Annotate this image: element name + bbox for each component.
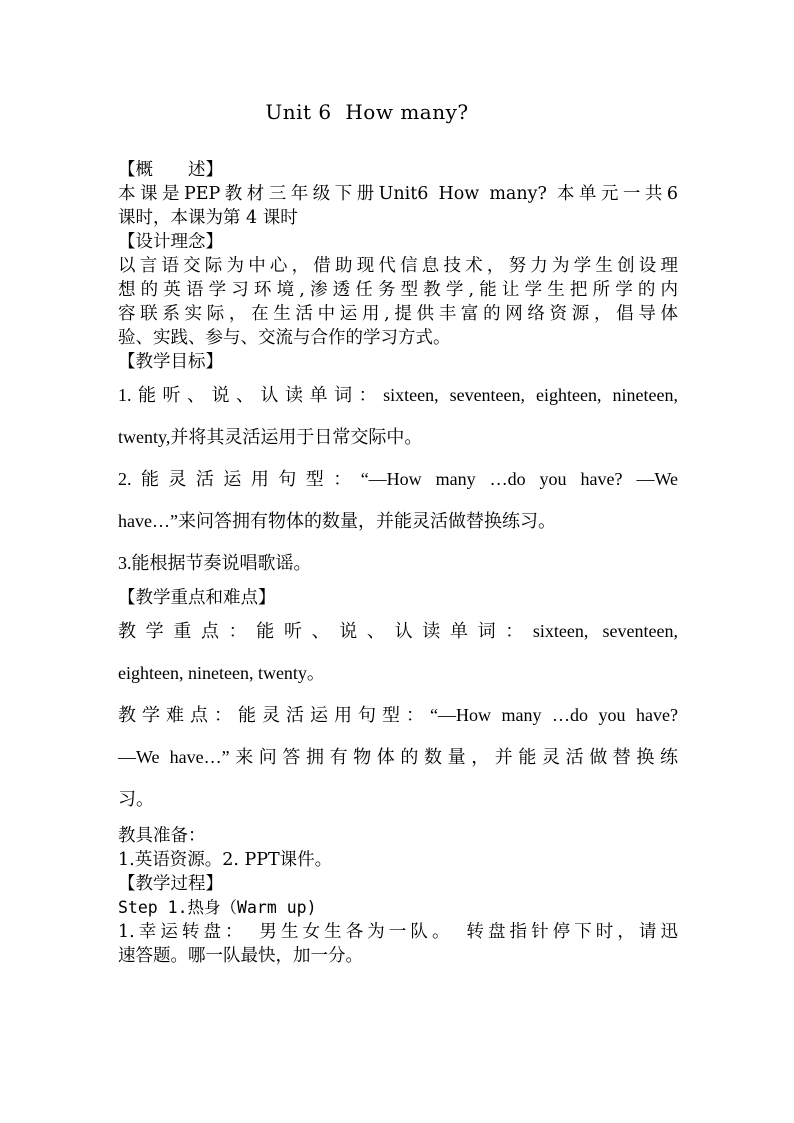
- process-line-1: 1.幸运转盘： 男生女生各为一队。 转盘指针停下时，请迅: [118, 922, 678, 942]
- overview-line-1: 本课是PEP教材三年级下册Unit6 How many? 本单元一共6: [118, 184, 678, 204]
- document-title: Unit 6 How many?: [265, 100, 469, 124]
- process-heading: 【教学过程】: [118, 874, 223, 894]
- process-line-2: 速答题。哪一队最快，加一分。: [118, 946, 363, 966]
- document-body: [118, 158, 678, 968]
- objectives-heading: 【教学目标】: [118, 352, 223, 372]
- objective-line-1: 1.能听、说、认读单词：sixteen, seventeen, eighteen, nineteen,: [118, 385, 678, 405]
- keypoint-line-4: —We have…”来问答拥有物体的数量，并能灵活做替换练: [118, 747, 678, 767]
- keypoint-line-3: 教学难点：能灵活运用句型：“—How many …do you have?: [118, 705, 678, 725]
- design-line-2: 想的英语学习环境,渗透任务型教学,能让学生把所学的内: [118, 280, 678, 300]
- objective-line-2: twenty,并将其灵活运用于日常交际中。: [118, 427, 423, 447]
- objective-line-4: have…”来问答拥有物体的数量，并能灵活做替换练习。: [118, 511, 556, 531]
- keypoint-line-1: 教学重点：能听、说、认读单词：sixteen, seventeen,: [118, 621, 678, 641]
- overview-line-2: 课时，本课为第 4 课时: [118, 208, 298, 228]
- materials-line: 1.英语资源。2. PPT课件。: [118, 850, 333, 870]
- materials-heading: 教具准备：: [118, 826, 206, 846]
- design-heading: 【设计理念】: [118, 232, 223, 252]
- design-line-4: 验、实践、参与、交流与合作的学习方式。: [118, 328, 451, 348]
- objective-line-3: 2.能灵活运用句型：“—How many …do you have? —We: [118, 469, 678, 489]
- keypoint-line-5: 习。: [118, 789, 154, 809]
- design-line-3: 容联系实际，在生活中运用,提供丰富的网络资源，倡导体: [118, 304, 678, 324]
- keypoint-line-2: eighteen, nineteen, twenty。: [118, 663, 325, 683]
- overview-heading: 【概 述】: [118, 160, 223, 180]
- keypoints-heading: 【教学重点和难点】: [118, 588, 276, 608]
- objective-line-5: 3.能根据节奏说唱歌谣。: [118, 553, 312, 573]
- process-step: Step 1.热身（Warm up): [118, 898, 317, 917]
- design-line-1: 以言语交际为中心，借助现代信息技术，努力为学生创设理: [118, 256, 678, 276]
